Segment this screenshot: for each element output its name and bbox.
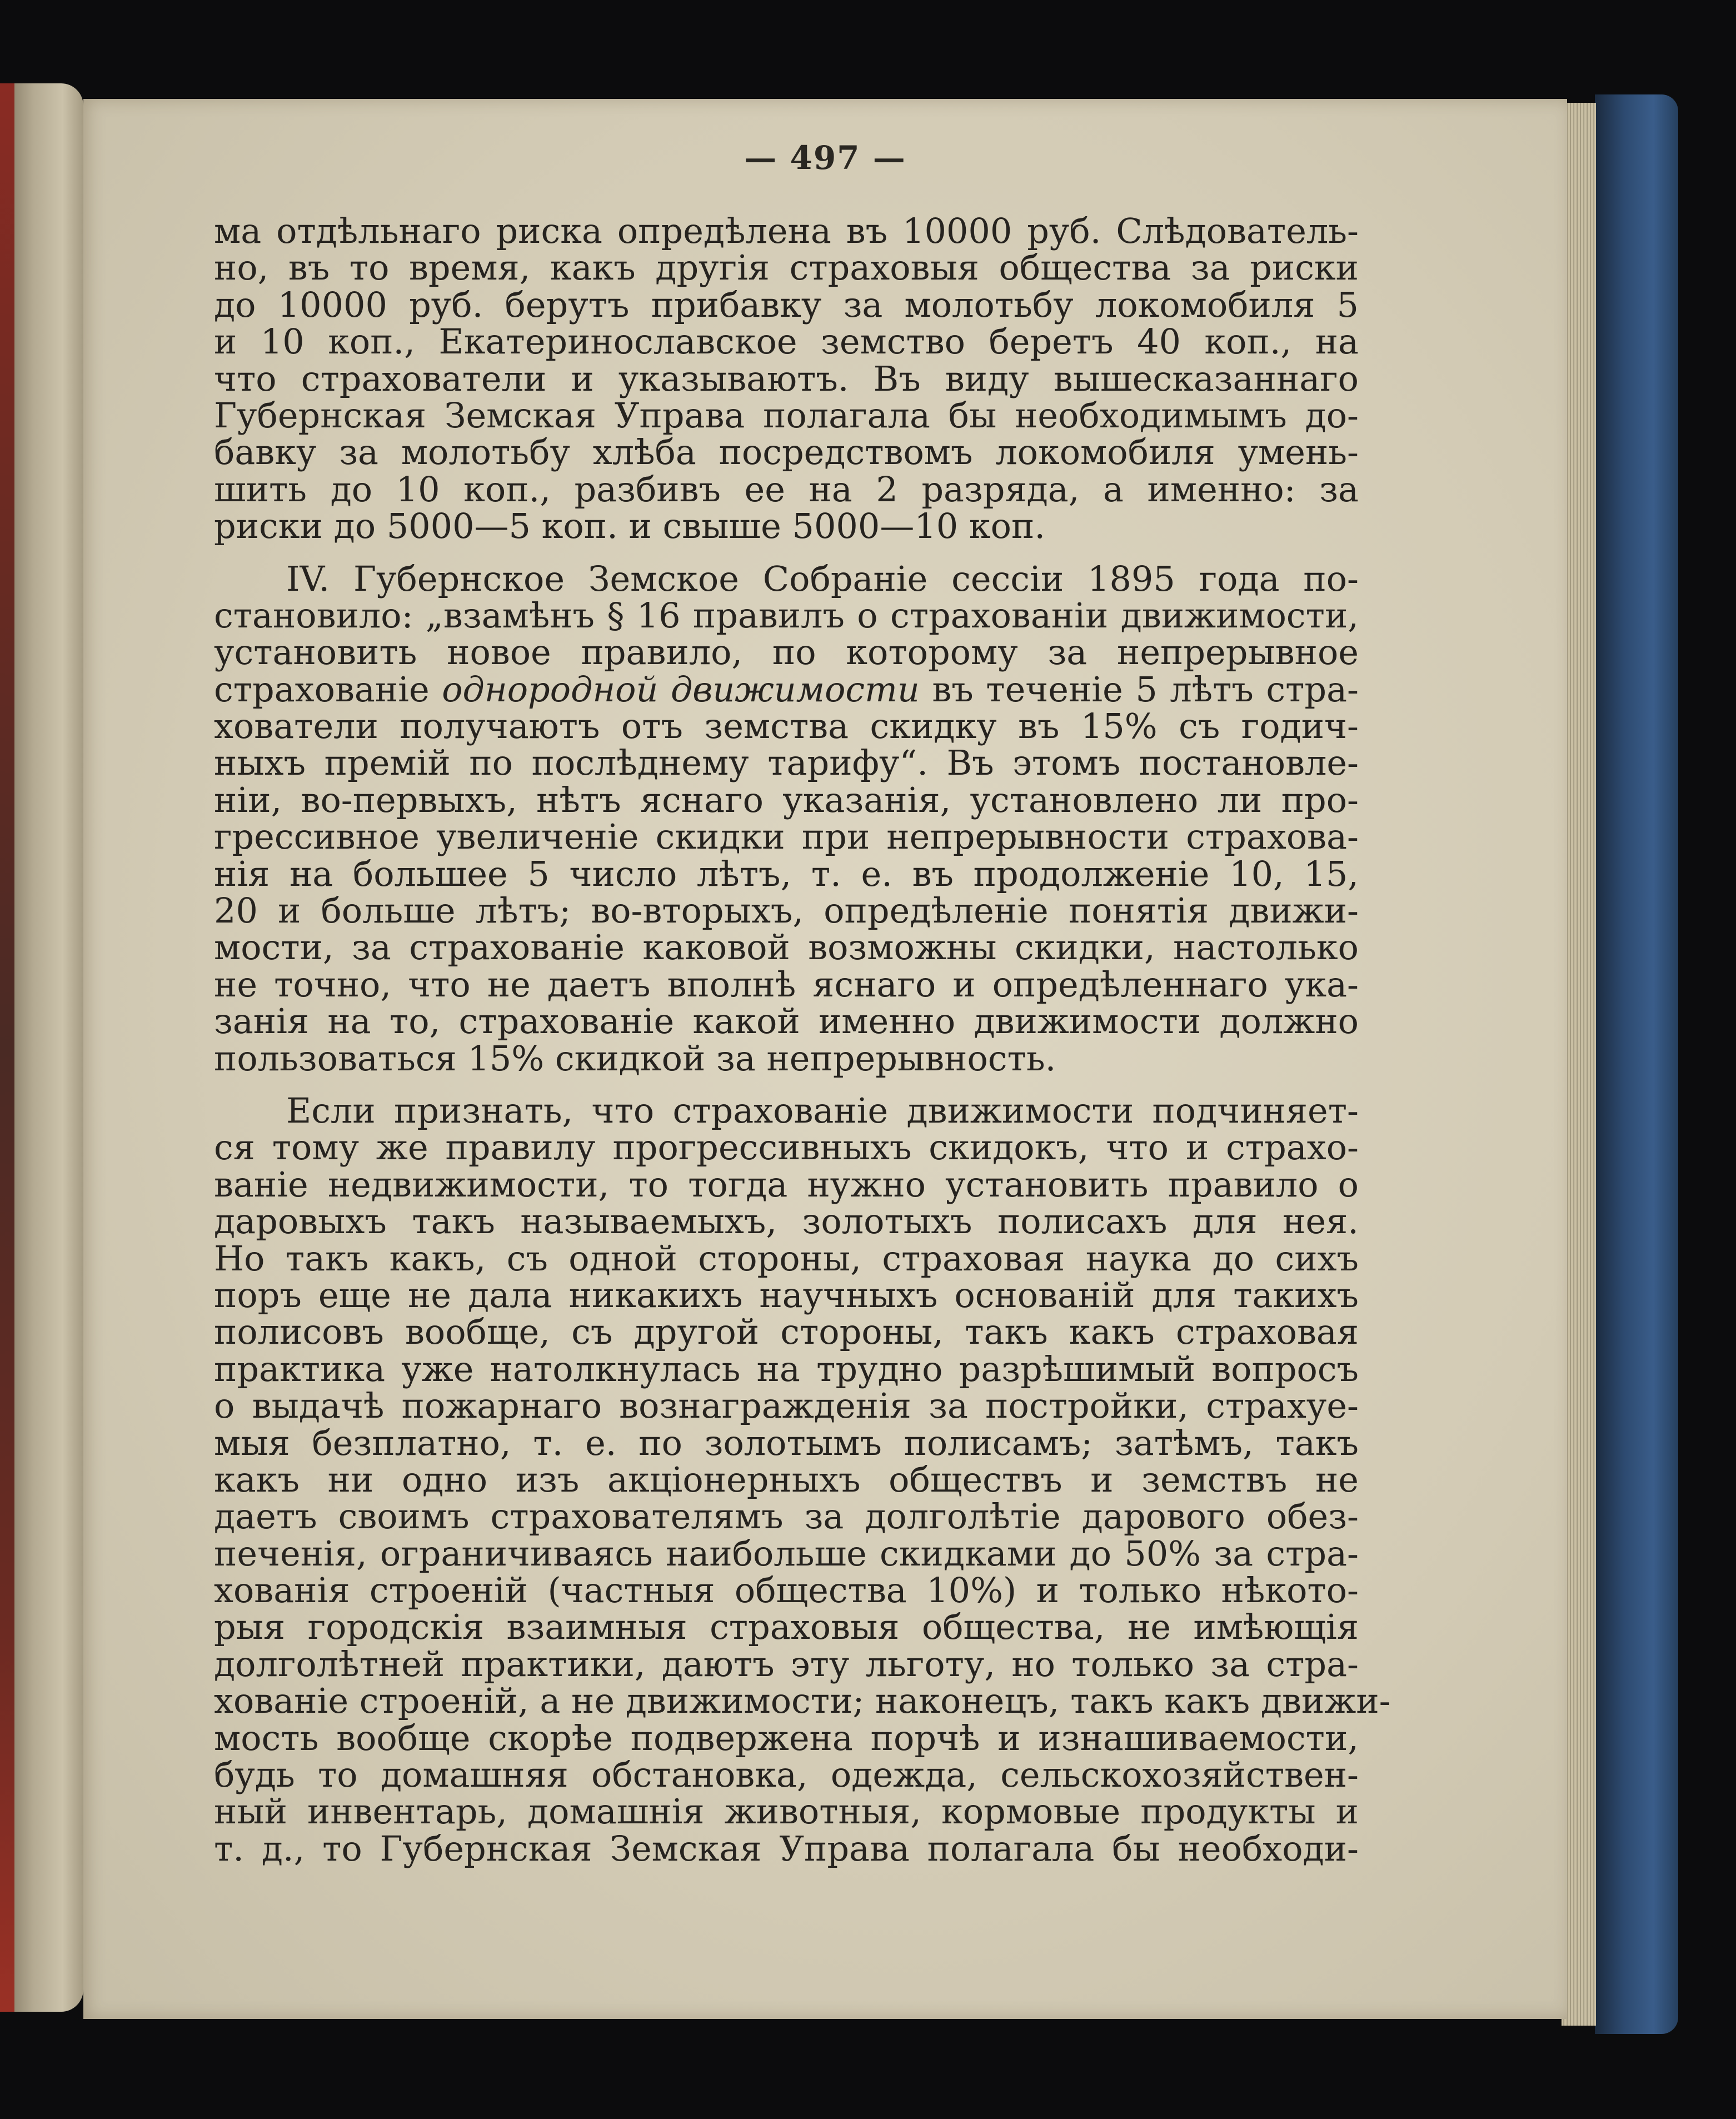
text-line: ма отдѣльнаго риска опредѣлена въ 10000 руб. Слѣдователь-	[214, 211, 1359, 251]
text-line: 20 и больше лѣтъ; во-вторыхъ, опредѣленіе понятія движи-	[214, 890, 1359, 931]
text-line: долголѣтней практики, даютъ эту льготу, но только за стра-	[214, 1643, 1359, 1684]
text-line: IV. Губернское Земское Собраніе сессіи 1895 года по-	[286, 558, 1359, 599]
text-line: что страхователи и указываютъ. Въ виду вышесказаннаго	[214, 358, 1359, 399]
text-line: ніи, во-первыхъ, нѣтъ яснаго указанія, установлено ли про-	[214, 779, 1359, 820]
text-line: будь то домашняя обстановка, одежда, сельскохозяйствен-	[214, 1754, 1359, 1796]
text-line: но, въ то время, какъ другія страховыя общества за риски	[214, 247, 1359, 288]
book-page	[83, 99, 1567, 2019]
text-line: занія на то, страхованіе какой именно движимости должно	[214, 1001, 1359, 1042]
book-cover-edge	[1595, 94, 1678, 2034]
text-line: грессивное увеличеніе скидки при непрерывности страхова-	[214, 816, 1359, 857]
text-line: ныхъ премій по послѣднему тарифу“. Въ этомъ постановле-	[214, 742, 1359, 784]
text-run: въ теченіе 5 лѣтъ стра-	[932, 669, 1359, 710]
text-line: становило: „взамѣнъ § 16 правилъ о страхованіи движимости,	[214, 595, 1359, 636]
text-line: мость вообще скорѣе подвержена порчѣ и изнашиваемости,	[214, 1717, 1359, 1758]
text-line: бавку за молотьбу хлѣба посредствомъ локомобиля умень-	[214, 432, 1359, 473]
text-line: даетъ своимъ страхователямъ за долголѣтіе дарового обез-	[214, 1496, 1359, 1537]
text-line: ся тому же правилу прогрессивныхъ скидокъ, что и страхо-	[214, 1127, 1359, 1168]
text-line: печенія, ограничиваясь наибольше скидками до 50% за стра-	[214, 1533, 1359, 1574]
left-binding-edge	[0, 83, 14, 2012]
text-line: хованія строеній (частныя общества 10%) и только нѣкото-	[214, 1570, 1359, 1611]
text-line-mixed	[214, 671, 1359, 708]
text-line: ный инвентарь, домашнія животныя, кормовые продукты и	[214, 1791, 1359, 1832]
text-line: мости, за страхованіе каковой возможны скидки, настолько	[214, 927, 1359, 968]
text-line: риски до 5000—5 коп. и свыше 5000—10 коп.	[214, 506, 1046, 547]
text-line: Если признать, что страхованіе движимости подчиняет-	[286, 1090, 1359, 1131]
text-line: поръ еще не дала никакихъ научныхъ основаній для такихъ	[214, 1274, 1359, 1315]
text-line: хователи получаютъ отъ земства скидку въ 15% съ годич-	[214, 706, 1359, 747]
text-line: рыя городскія взаимныя страховыя общества, не имѣющія	[214, 1607, 1359, 1648]
text-line: ваніе недвижимости, то тогда нужно установить правило о	[214, 1164, 1359, 1205]
text-line: мыя безплатно, т. е. по золотымъ полисамъ; затѣмъ, такъ	[214, 1422, 1359, 1463]
text-line: хованіе строеній, а не движимости; наконецъ, такъ какъ движи-	[214, 1681, 1391, 1722]
page-text	[214, 211, 1391, 1869]
text-line: практика уже натолкнулась на трудно разрѣшимый вопросъ	[214, 1348, 1359, 1389]
text-line: не точно, что не даетъ вполнѣ яснаго и опредѣленнаго ука-	[214, 964, 1359, 1005]
text-line: установить новое правило, по которому за непрерывное	[214, 632, 1359, 673]
text-line: нія на большее 5 число лѣтъ, т. е. въ продолженіе 10, 15,	[214, 853, 1359, 894]
text-line: Но такъ какъ, съ одной стороны, страховая наука до сихъ	[214, 1238, 1359, 1279]
italic-text-run: однородной движимости	[442, 669, 920, 710]
page-number: — 497 —	[744, 139, 906, 177]
text-line: даровыхъ такъ называемыхъ, золотыхъ полисахъ для нея.	[214, 1201, 1359, 1242]
text-line: пользоваться 15% скидкой за непрерывность.	[214, 1038, 1056, 1079]
text-line: какъ ни одно изъ акціонерныхъ обществъ и земствъ не	[214, 1459, 1359, 1500]
text-line: полисовъ вообще, съ другой стороны, такъ какъ страховая	[214, 1312, 1359, 1353]
text-line: Губернская Земская Управа полагала бы необходимымъ до-	[214, 395, 1359, 436]
text-line: до 10000 руб. берутъ прибавку за молотьбу локомобиля 5	[214, 284, 1359, 325]
text-line: о выдачѣ пожарнаго вознагражденія за постройки, страхуе-	[214, 1385, 1359, 1427]
text-line: шить до 10 коп., разбивъ ее на 2 разряда, а именно: за	[214, 468, 1359, 510]
text-run: страхованіе	[214, 669, 430, 710]
text-line: и 10 коп., Екатеринославское земство беретъ 40 коп., на	[214, 321, 1359, 362]
text-line: т. д., то Губернская Земская Управа полагала бы необходи-	[214, 1828, 1359, 1869]
